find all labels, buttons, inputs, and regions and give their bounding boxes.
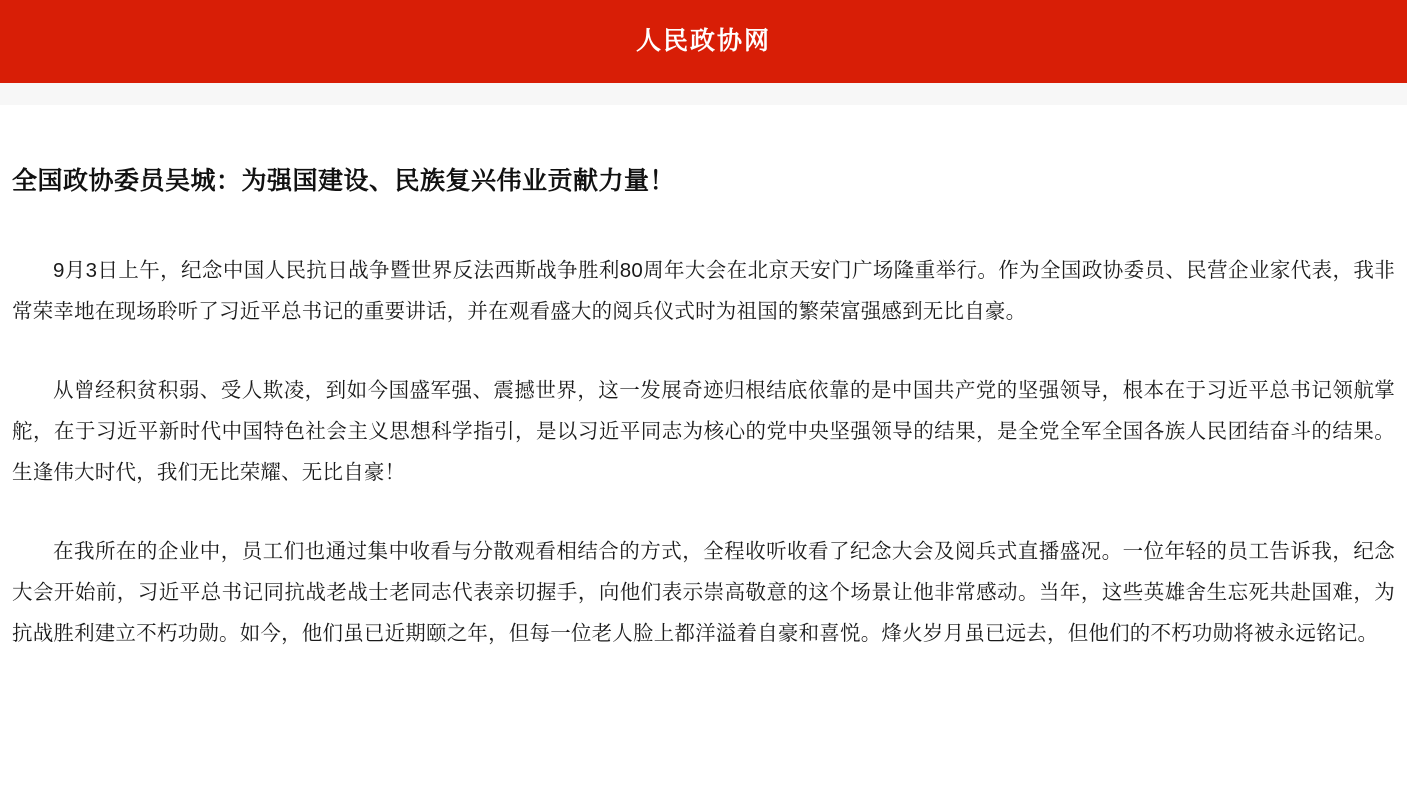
page-title: 全国政协委员吴城：为强国建设、民族复兴伟业贡献力量！: [12, 167, 676, 195]
article-paragraph: 在我所在的企业中，员工们也通过集中收看与分散观看相结合的方式，全程收听收看了纪念大会及阅兵式直播盛况。一位年轻的员工告诉我，纪念大会开始前，习近平总书记同抗战老战士老同志代表亲切握手，向他们表示崇高敬意的这个场景让他非常感动。当年，这些英雄舍生忘死共赴国难，为抗战胜利建立不朽功勋。如今，他们虽已近期颐之年，但每一位老人脸上都洋溢着自豪和喜悦。烽火岁月虽已远去，但他们的不朽功勋将被永远铭记。: [12, 539, 1395, 645]
article-body: [12, 198, 1395, 654]
header-divider: [0, 83, 1407, 105]
article-paragraph: 9月3日上午，纪念中国人民抗日战争暨世界反法西斯战争胜利80周年大会在北京天安门广场隆重举行。作为全国政协委员、民营企业家代表，我非常荣幸地在现场聆听了习近平总书记的重要讲话，并在观看盛大的阅兵仪式时为祖国的繁荣富强感到无比自豪。: [12, 258, 1395, 323]
article-container: [0, 105, 1407, 654]
site-header: [0, 0, 1407, 83]
article-paragraph: 从曾经积贫积弱、受人欺凌，到如今国盛军强、震撼世界，这一发展奇迹归根结底依靠的是中国共产党的坚强领导，根本在于习近平总书记领航掌舵，在于习近平新时代中国特色社会主义思想科学指引，是以习近平同志为核心的党中央坚强领导的结果，是全党全军全国各族人民团结奋斗的结果。生逢伟大时代，我们无比荣耀、无比自豪！: [12, 378, 1395, 484]
site-title: 人民政协网: [635, 27, 771, 55]
